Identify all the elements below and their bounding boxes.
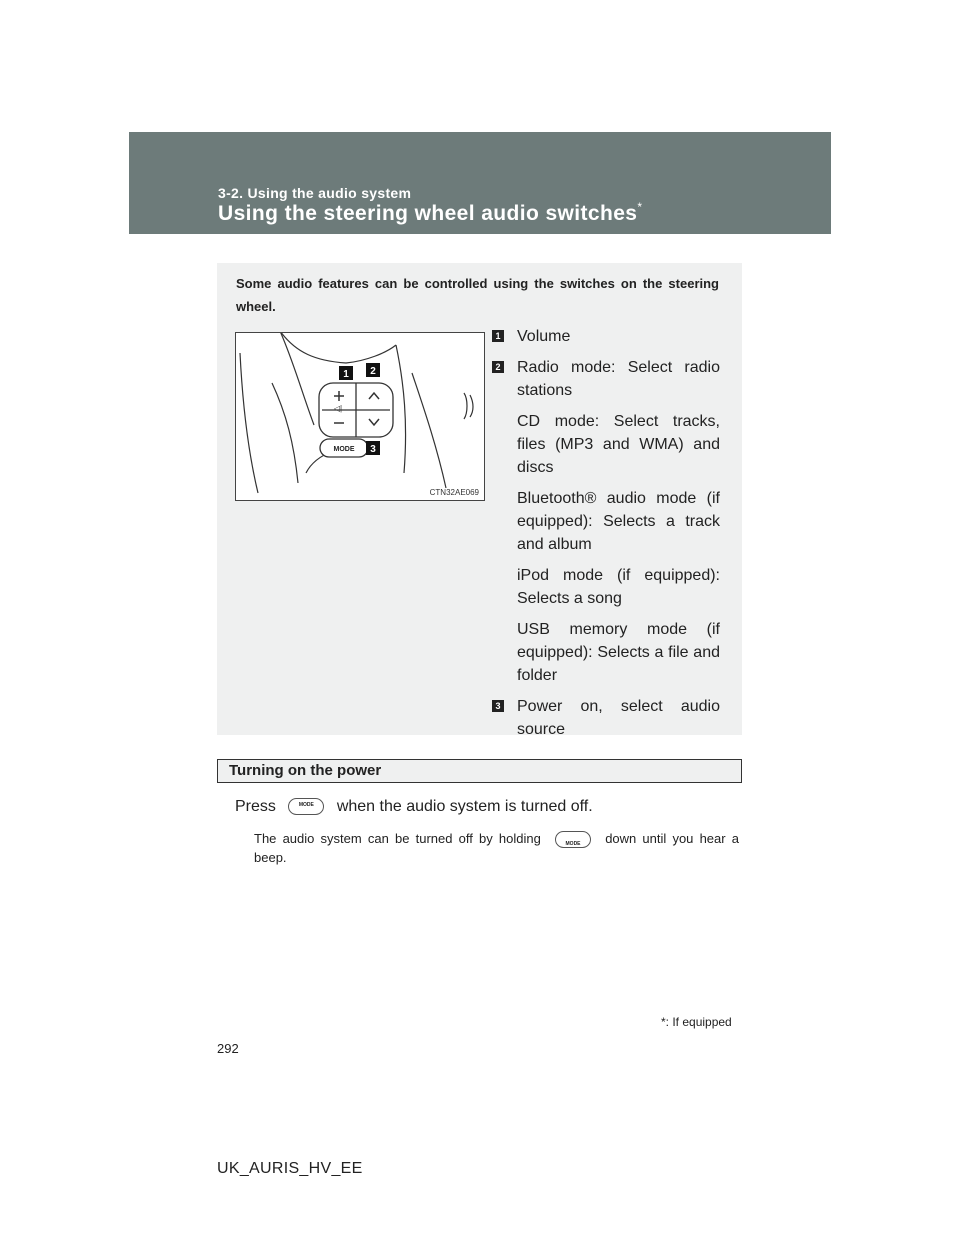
- subsection-title: Turning on the power: [229, 762, 382, 779]
- svg-text:◁|: ◁|: [333, 404, 343, 413]
- item-text: iPod mode (if equipped): Selects a song: [517, 567, 720, 607]
- note-text-end: down until you hear a beep.: [254, 831, 739, 866]
- instruction-text-end: when the audio system is turned off.: [336, 798, 593, 815]
- equipment-mark: *: [637, 200, 643, 214]
- chapter-header: [129, 132, 831, 234]
- figure-code: CTN32AE069: [429, 488, 479, 497]
- page-title: [218, 202, 642, 226]
- callout-number: 1: [492, 330, 504, 342]
- note-text: [254, 829, 739, 867]
- instruction-text-start: Press: [235, 798, 276, 815]
- steering-switch-illustration: [235, 332, 485, 501]
- callout-number: 3: [492, 700, 504, 712]
- mode-button-label: MODE: [565, 841, 581, 848]
- item-text: CD mode: Select tracks, files (MP3 and WMA) and discs: [517, 413, 720, 476]
- figure-callout-2: [366, 363, 380, 377]
- mode-button-icon: [288, 798, 324, 815]
- list-item-mode: [491, 695, 720, 741]
- item-text: Volume: [517, 328, 571, 345]
- list-item-volume: [491, 325, 720, 348]
- section-label: 3-2. Using the audio system: [218, 185, 412, 201]
- page-title-text: Using the steering wheel audio switches: [218, 202, 638, 225]
- item-text: USB memory mode (if equipped): Selects a file and folder: [517, 621, 720, 684]
- svg-text:1: 1: [343, 369, 349, 380]
- note-text-start: The audio system can be turned off by holding: [254, 831, 541, 846]
- callout-number: 2: [492, 361, 504, 373]
- item-text: Bluetooth® audio mode (if equipped): Selects a track and album: [517, 490, 720, 553]
- instruction-line: [235, 798, 593, 816]
- mode-button-label: MODE: [298, 802, 314, 809]
- svg-text:2: 2: [370, 366, 376, 377]
- footnote: *: If equipped: [661, 1015, 732, 1029]
- figure-callout-3: [366, 441, 380, 455]
- callout-list: [491, 325, 720, 749]
- item-text: Power on, select audio source: [517, 698, 720, 738]
- list-item-select: [491, 356, 720, 687]
- mode-button-icon: [555, 831, 591, 848]
- intro-text: Some audio features can be controlled using the switches on the steering wheel.: [236, 276, 719, 314]
- document-id: UK_AURIS_HV_EE: [217, 1160, 363, 1177]
- summary-panel: [217, 263, 742, 738]
- item-text: Radio mode: Select radio stations: [517, 359, 720, 399]
- svg-text:3: 3: [370, 444, 376, 455]
- figure-mode-label: MODE: [333, 446, 355, 453]
- page-number: 292: [217, 1041, 239, 1056]
- subsection-heading: [217, 759, 742, 783]
- steering-wheel-drawing: [236, 333, 484, 500]
- figure-callout-1: [339, 366, 353, 380]
